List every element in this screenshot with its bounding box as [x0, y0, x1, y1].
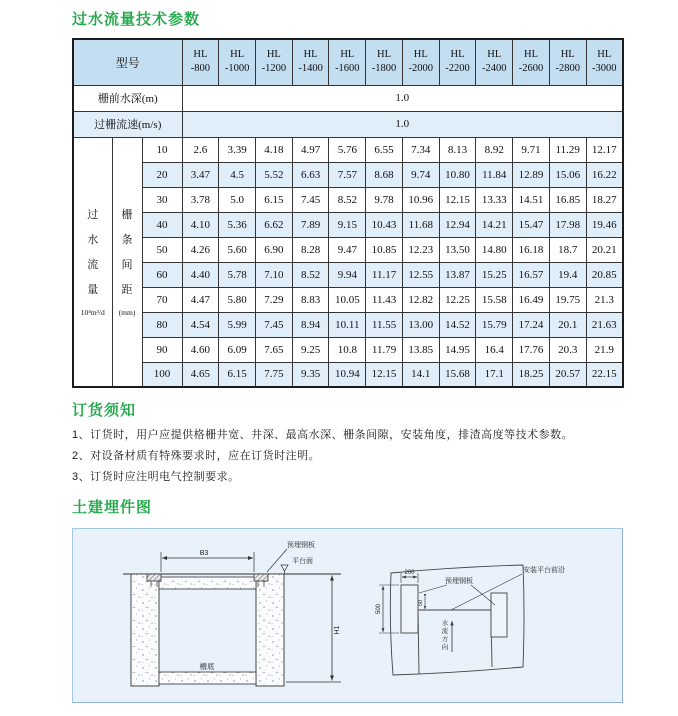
- bar-spacing-cell: 100: [142, 362, 182, 387]
- spacing-axis-label-unit: (mm): [118, 308, 136, 318]
- param-value-cell: 1.0: [182, 111, 623, 137]
- table-row: [73, 262, 623, 287]
- offset-dim: 50: [418, 599, 424, 607]
- model-prefix: HL: [597, 48, 612, 60]
- flow-value-cell: 11.17: [366, 262, 403, 287]
- model-prefix: HL: [560, 48, 575, 60]
- flow-value-cell: 16.57: [513, 262, 550, 287]
- model-number: -800: [190, 63, 210, 75]
- width-dim-label: B3: [199, 550, 209, 557]
- model-prefix: HL: [487, 48, 502, 60]
- flow-value-cell: 14.1: [402, 362, 439, 387]
- order-note-line: 3、订货时应注明电气控制要求。: [72, 471, 240, 483]
- spacing-axis-label-char: 间: [121, 259, 133, 272]
- flow-value-cell: 4.97: [292, 137, 329, 162]
- flow-value-cell: 4.60: [182, 337, 219, 362]
- flow-value-cell: 6.90: [255, 237, 292, 262]
- flow-value-cell: 19.4: [549, 262, 586, 287]
- flow-value-cell: 6.09: [219, 337, 256, 362]
- flow-value-cell: 20.1: [549, 312, 586, 337]
- order-note-line: 2、对设备材质有特殊要求时，应在订货时注明。: [72, 450, 321, 462]
- flow-value-cell: 12.23: [402, 237, 439, 262]
- flow-value-cell: 17.24: [513, 312, 550, 337]
- flow-value-cell: 10.43: [366, 212, 403, 237]
- param-label-cell: 栅前水深(m): [73, 85, 182, 111]
- model-number: -3000: [592, 63, 617, 75]
- bar-spacing-cell: 20: [142, 162, 182, 187]
- flow-value-cell: 20.3: [549, 337, 586, 362]
- flow-value-cell: 14.52: [439, 312, 476, 337]
- flow-value-cell: 6.62: [255, 212, 292, 237]
- flow-value-cell: 13.87: [439, 262, 476, 287]
- flow-value-cell: 15.47: [513, 212, 550, 237]
- flow-value-cell: 14.21: [476, 212, 513, 237]
- flow-value-cell: 8.68: [366, 162, 403, 187]
- flow-value-cell: 4.26: [182, 237, 219, 262]
- top-slab: [159, 577, 256, 589]
- bar-spacing-cell: 60: [142, 262, 182, 287]
- flow-value-cell: 10.85: [366, 237, 403, 262]
- table-row: [73, 287, 623, 312]
- embedded-plate-right: [491, 593, 507, 637]
- flow-dir-char-2: 流: [441, 628, 449, 635]
- flow-value-cell: 12.15: [439, 187, 476, 212]
- embedded-plate-left: [401, 585, 418, 633]
- flow-value-cell: 6.55: [366, 137, 403, 162]
- flow-value-cell: 5.78: [219, 262, 256, 287]
- flow-value-cell: 13.33: [476, 187, 513, 212]
- flow-value-cell: 20.57: [549, 362, 586, 387]
- flow-value-cell: 10.80: [439, 162, 476, 187]
- flow-value-cell: 9.74: [402, 162, 439, 187]
- flow-value-cell: 11.84: [476, 162, 513, 187]
- flow-axis-label-char: 水: [87, 234, 99, 247]
- flow-value-cell: 12.82: [402, 287, 439, 312]
- model-header-cell: 型号: [73, 39, 182, 85]
- flow-value-cell: 7.10: [255, 262, 292, 287]
- model-prefix: HL: [377, 48, 392, 60]
- flow-value-cell: 5.76: [329, 137, 366, 162]
- flow-value-cell: 15.79: [476, 312, 513, 337]
- flow-value-cell: 5.52: [255, 162, 292, 187]
- flow-value-cell: 9.15: [329, 212, 366, 237]
- page-title: 过水流量技术参数: [72, 11, 201, 28]
- model-cell: [366, 39, 403, 85]
- model-number: -1000: [224, 63, 250, 75]
- model-number: -2200: [445, 63, 470, 75]
- model-prefix: HL: [230, 48, 245, 60]
- flow-value-cell: 7.65: [255, 337, 292, 362]
- spacing-axis-label-char: 条: [121, 234, 133, 247]
- flow-value-cell: 21.63: [586, 312, 623, 337]
- model-number: -2400: [482, 63, 507, 75]
- table-row: [73, 362, 623, 387]
- flow-value-cell: 10.05: [329, 287, 366, 312]
- plate-width-dim: 200: [404, 570, 415, 576]
- model-prefix: HL: [193, 48, 208, 60]
- flow-value-cell: 7.34: [402, 137, 439, 162]
- table-row: [73, 187, 623, 212]
- flow-value-cell: 12.25: [439, 287, 476, 312]
- flow-axis-label-char: 流: [87, 259, 99, 272]
- bar-spacing-cell: 80: [142, 312, 182, 337]
- flow-value-cell: 5.80: [219, 287, 256, 312]
- flow-value-cell: 20.21: [586, 237, 623, 262]
- model-number: -2800: [555, 63, 580, 75]
- table-header: [73, 39, 623, 85]
- model-prefix: HL: [303, 48, 318, 60]
- order-notes-list: [72, 425, 636, 488]
- flow-value-cell: 7.29: [255, 287, 292, 312]
- flow-value-cell: 14.80: [476, 237, 513, 262]
- table-row: [73, 137, 623, 162]
- flow-value-cell: 20.85: [586, 262, 623, 287]
- model-cell: [292, 39, 329, 85]
- flow-dir-char-4: 向: [441, 644, 449, 651]
- flow-value-cell: 4.40: [182, 262, 219, 287]
- model-cell: [549, 39, 586, 85]
- flow-value-cell: 5.60: [219, 237, 256, 262]
- flow-value-cell: 11.79: [366, 337, 403, 362]
- model-prefix: HL: [413, 48, 428, 60]
- construction-drawing-panel: [72, 528, 623, 703]
- flow-value-cell: 15.68: [439, 362, 476, 387]
- model-cell: [182, 39, 219, 85]
- platform-edge-label: 安装平台前沿: [523, 567, 565, 574]
- flow-axis-label-char: 量: [87, 284, 99, 297]
- bar-spacing-cell: 70: [142, 287, 182, 312]
- flow-value-cell: 17.76: [513, 337, 550, 362]
- flow-value-cell: 4.18: [255, 137, 292, 162]
- param-row: [73, 111, 623, 137]
- bar-spacing-cell: 50: [142, 237, 182, 262]
- flow-value-cell: 16.18: [513, 237, 550, 262]
- flow-value-cell: 13.00: [402, 312, 439, 337]
- flow-value-cell: 8.52: [329, 187, 366, 212]
- param-value-cell: 1.0: [182, 85, 623, 111]
- param-row: [73, 85, 623, 111]
- embedded-plate-label: 预埋钢板: [287, 542, 315, 549]
- model-prefix: HL: [523, 48, 538, 60]
- flow-value-cell: 12.94: [439, 212, 476, 237]
- model-prefix: HL: [340, 48, 355, 60]
- flow-value-cell: 9.94: [329, 262, 366, 287]
- flow-axis-label-unit: 10⁴m³/d: [80, 308, 105, 318]
- bar-spacing-cell: 90: [142, 337, 182, 362]
- model-cell: [219, 39, 256, 85]
- param-label-cell: 过栅流速(m/s): [73, 111, 182, 137]
- flow-value-cell: 6.15: [219, 362, 256, 387]
- platform-surface-label: 平台面: [292, 558, 313, 565]
- model-cell: [329, 39, 366, 85]
- flow-value-cell: 14.51: [513, 187, 550, 212]
- embedded-plate-label: 预埋钢板: [445, 578, 473, 585]
- flow-value-cell: 15.25: [476, 262, 513, 287]
- flow-value-cell: 9.71: [513, 137, 550, 162]
- flow-value-cell: 12.55: [402, 262, 439, 287]
- flow-value-cell: 5.36: [219, 212, 256, 237]
- model-prefix: HL: [450, 48, 465, 60]
- flow-value-cell: 10.11: [329, 312, 366, 337]
- flow-value-cell: 8.52: [292, 262, 329, 287]
- flow-value-cell: 18.25: [513, 362, 550, 387]
- flow-value-cell: 7.75: [255, 362, 292, 387]
- flow-value-cell: 7.57: [329, 162, 366, 187]
- flow-value-cell: 4.65: [182, 362, 219, 387]
- order-note-line: 1、订货时，用户应提供格栅井宽、井深、最高水深、栅条间隙，安装角度，排渣高度等技术参数。: [72, 429, 574, 441]
- bar-spacing-cell: 40: [142, 212, 182, 237]
- flow-value-cell: 4.10: [182, 212, 219, 237]
- left-wall: [131, 574, 159, 686]
- flow-value-cell: 18.27: [586, 187, 623, 212]
- model-cell: [586, 39, 623, 85]
- model-cell: [439, 39, 476, 85]
- flow-value-cell: 8.28: [292, 237, 329, 262]
- flow-value-cell: 4.54: [182, 312, 219, 337]
- model-number: -2600: [518, 63, 544, 75]
- table-body: [73, 85, 623, 387]
- construction-heading: 土建埋件图: [72, 499, 153, 516]
- table-row: [73, 337, 623, 362]
- flow-value-cell: 19.75: [549, 287, 586, 312]
- flow-value-cell: 15.06: [549, 162, 586, 187]
- flow-value-cell: 12.89: [513, 162, 550, 187]
- embedded-plate-left: [147, 574, 161, 581]
- spacing-axis-label-char: 栅: [121, 209, 133, 222]
- flow-value-cell: 11.43: [366, 287, 403, 312]
- flow-value-cell: 6.63: [292, 162, 329, 187]
- header-row: [73, 39, 623, 85]
- spacing-axis-label-wrap: [113, 206, 142, 317]
- model-cell: [402, 39, 439, 85]
- model-number: -2000: [408, 63, 434, 75]
- flow-value-cell: 6.15: [255, 187, 292, 212]
- flow-value-cell: 11.68: [402, 212, 439, 237]
- order-notes-heading: 订货须知: [72, 402, 137, 419]
- flow-parameters-table: [72, 38, 624, 388]
- flow-value-cell: 3.78: [182, 187, 219, 212]
- bar-spacing-cell: 30: [142, 187, 182, 212]
- flow-value-cell: 3.39: [219, 137, 256, 162]
- flow-value-cell: 2.6: [182, 137, 219, 162]
- flow-value-cell: 11.55: [366, 312, 403, 337]
- flow-value-cell: 13.50: [439, 237, 476, 262]
- flow-value-cell: 7.89: [292, 212, 329, 237]
- spacing-axis-label: [112, 137, 142, 387]
- flow-value-cell: 14.95: [439, 337, 476, 362]
- flow-axis-label-wrap: [74, 206, 112, 317]
- flow-value-cell: 11.29: [549, 137, 586, 162]
- section-drawing: [101, 534, 353, 698]
- model-cell: [476, 39, 513, 85]
- bar-spacing-cell: 10: [142, 137, 182, 162]
- flow-value-cell: 21.9: [586, 337, 623, 362]
- right-wall: [256, 574, 284, 686]
- table-row: [73, 237, 623, 262]
- flow-value-cell: 16.49: [513, 287, 550, 312]
- flow-value-cell: 13.85: [402, 337, 439, 362]
- model-number: -1200: [261, 63, 287, 75]
- table-row: [73, 162, 623, 187]
- model-cell: [255, 39, 292, 85]
- flow-value-cell: 4.5: [219, 162, 256, 187]
- flow-value-cell: 10.94: [329, 362, 366, 387]
- flow-value-cell: 22.15: [586, 362, 623, 387]
- flow-value-cell: 16.22: [586, 162, 623, 187]
- flow-value-cell: 5.0: [219, 187, 256, 212]
- flow-axis-label-char: 过: [87, 209, 99, 222]
- flow-value-cell: 7.45: [255, 312, 292, 337]
- flow-value-cell: 21.3: [586, 287, 623, 312]
- flow-value-cell: 8.94: [292, 312, 329, 337]
- flow-value-cell: 17.98: [549, 212, 586, 237]
- height-dim-label: H1: [334, 625, 341, 635]
- model-number: -1800: [371, 63, 397, 75]
- flow-value-cell: 18.7: [549, 237, 586, 262]
- flow-value-cell: 15.58: [476, 287, 513, 312]
- model-cell: [513, 39, 550, 85]
- flow-value-cell: 8.83: [292, 287, 329, 312]
- model-number: -1600: [335, 63, 360, 75]
- flow-value-cell: 9.35: [292, 362, 329, 387]
- flow-value-cell: 19.46: [586, 212, 623, 237]
- flow-value-cell: 3.47: [182, 162, 219, 187]
- flow-value-cell: 16.4: [476, 337, 513, 362]
- flow-value-cell: 10.96: [402, 187, 439, 212]
- flow-axis-label: [73, 137, 112, 387]
- flow-value-cell: 12.17: [586, 137, 623, 162]
- flow-value-cell: 9.25: [292, 337, 329, 362]
- plan-drawing: [371, 555, 619, 683]
- flow-value-cell: 9.47: [329, 237, 366, 262]
- flow-value-cell: 4.47: [182, 287, 219, 312]
- embedded-plate-right: [254, 574, 268, 581]
- model-prefix: HL: [266, 48, 281, 60]
- flow-value-cell: 8.13: [439, 137, 476, 162]
- flow-value-cell: 8.92: [476, 137, 513, 162]
- flow-value-cell: 12.15: [366, 362, 403, 387]
- table-row: [73, 312, 623, 337]
- bottom-slab: [159, 672, 256, 684]
- flow-dir-char-1: 水: [441, 620, 449, 627]
- model-number: -1400: [298, 63, 323, 75]
- flow-value-cell: 7.45: [292, 187, 329, 212]
- flow-value-cell: 5.99: [219, 312, 256, 337]
- table-row: [73, 212, 623, 237]
- flow-dir-char-3: 方: [441, 636, 449, 643]
- spacing-axis-label-char: 距: [121, 284, 133, 297]
- plate-length-dim: 500: [376, 603, 382, 615]
- flow-value-cell: 16.85: [549, 187, 586, 212]
- channel-bottom-label: 槽底: [199, 662, 215, 671]
- flow-value-cell: 10.8: [329, 337, 366, 362]
- flow-value-cell: 17.1: [476, 362, 513, 387]
- flow-value-cell: 9.78: [366, 187, 403, 212]
